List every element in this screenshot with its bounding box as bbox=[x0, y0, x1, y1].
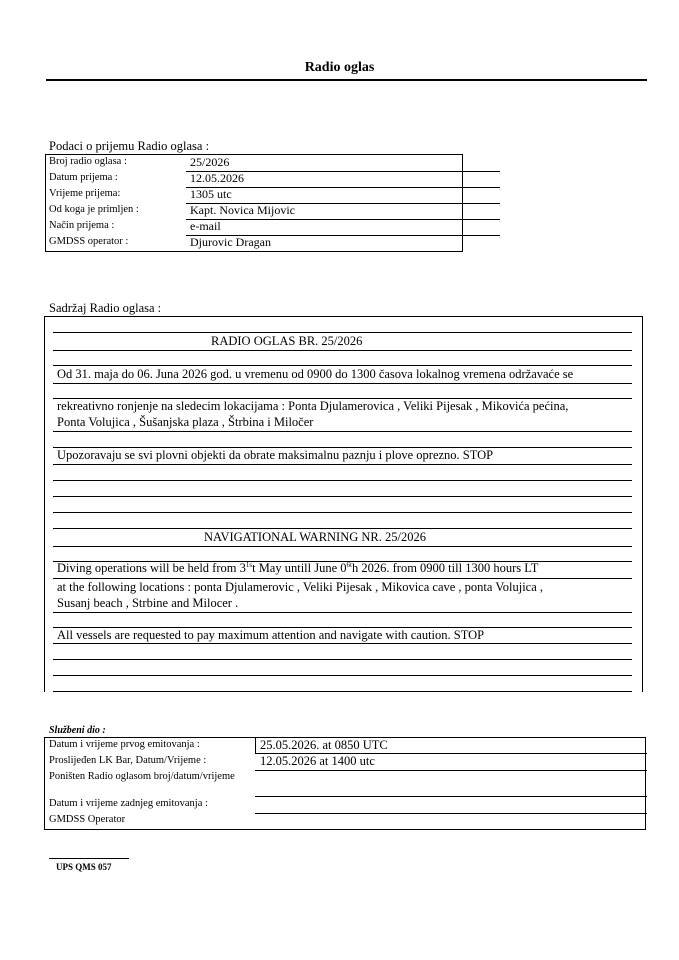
reception-value: 1305 utc bbox=[190, 187, 232, 201]
english-heading: NAVIGATIONAL WARNING NR. 25/2026 bbox=[204, 530, 426, 544]
reception-row bbox=[46, 219, 464, 235]
ruled-line bbox=[53, 528, 632, 529]
english-text-line: at the following locations : ponta Djulamerovic , Veliki Pijesak , Mikovica cave , ponta Volujica , bbox=[57, 580, 544, 594]
local-heading: RADIO OGLAS BR. 25/2026 bbox=[211, 334, 363, 348]
ruled-line bbox=[53, 332, 632, 333]
english-text-part: h 2026. from 0900 till 1300 hours LT bbox=[352, 561, 539, 576]
official-value: 12.05.2026 at 1400 utc bbox=[260, 754, 375, 768]
reception-key: Od koga je primljen : bbox=[49, 204, 139, 215]
local-text-line: Ponta Volujica , Šušanjska plaza , Štrbina i Miločer bbox=[57, 415, 314, 429]
official-row bbox=[45, 771, 647, 797]
footer-rule bbox=[49, 858, 129, 859]
local-text-line: rekreativno ronjenje na sledecim lokacijama : Ponta Djulamerovica , Veliki Pijesak , Mikovića pećina, bbox=[57, 399, 569, 413]
reception-row bbox=[46, 155, 464, 171]
reception-value: 12.05.2026 bbox=[190, 171, 244, 185]
ruled-line bbox=[53, 512, 632, 513]
official-row bbox=[45, 814, 647, 830]
ruled-line bbox=[53, 612, 632, 613]
reception-value: e-mail bbox=[190, 219, 221, 233]
english-text-part: Diving operations will be held from 3 bbox=[57, 561, 246, 576]
ruled-line bbox=[53, 480, 632, 481]
official-key: Datum i vrijeme prvog emitovanja : bbox=[49, 739, 200, 750]
official-row bbox=[45, 754, 647, 770]
reception-value: Kapt. Novica Mijovic bbox=[190, 203, 295, 217]
ruled-line bbox=[53, 496, 632, 497]
reception-key: Način prijema : bbox=[49, 220, 115, 231]
reception-key: Vrijeme prijema: bbox=[49, 188, 121, 199]
reception-section-label: Podaci o prijemu Radio oglasa : bbox=[49, 139, 210, 153]
reception-value: 25/2026 bbox=[190, 155, 230, 169]
reception-key: Broj radio oglasa : bbox=[49, 156, 127, 167]
ruled-line bbox=[53, 675, 632, 676]
ruled-line bbox=[53, 578, 632, 579]
reception-value: Djurovic Dragan bbox=[190, 235, 271, 249]
official-row bbox=[45, 797, 647, 814]
local-text-line: Od 31. maja do 06. Juna 2026 god. u vremenu od 0900 do 1300 časova lokalnog vremena održavaće se bbox=[57, 367, 574, 381]
official-key: Proslijeđen LK Bar, Datum/Vrijeme : bbox=[49, 755, 207, 766]
reception-row bbox=[46, 203, 464, 219]
reception-row bbox=[46, 235, 464, 251]
ruled-line bbox=[53, 350, 632, 351]
ruled-line bbox=[53, 691, 632, 692]
document-title: Radio oglas bbox=[304, 60, 375, 75]
official-key: GMDSS Operator bbox=[49, 814, 126, 825]
english-text-part: t May untill June 0 bbox=[252, 561, 347, 576]
official-value: 25.05.2026. at 0850 UTC bbox=[260, 738, 388, 752]
reception-row bbox=[46, 171, 464, 187]
ruled-line bbox=[53, 431, 632, 432]
superscript: 1s bbox=[245, 561, 253, 569]
official-key: Datum i vrijeme zadnjeg emitovanja : bbox=[49, 798, 208, 809]
reception-row bbox=[46, 187, 464, 203]
ruled-line bbox=[53, 365, 632, 366]
ruled-line bbox=[53, 546, 632, 547]
ruled-line bbox=[53, 464, 632, 465]
official-key: Poništen Radio oglasom broj/datum/vrijeme bbox=[49, 771, 235, 782]
reception-table bbox=[45, 154, 463, 252]
ruled-line bbox=[53, 643, 632, 644]
form-code: UPS QMS 057 bbox=[56, 862, 112, 872]
ruled-line bbox=[53, 383, 632, 384]
local-text-line: Upozoravaju se svi plovni objekti da obrate maksimalnu paznju i plove oprezno. STOP bbox=[57, 448, 494, 462]
english-text-line: Susanj beach , Strbine and Milocer . bbox=[57, 596, 239, 610]
reception-key: Datum prijema : bbox=[49, 172, 118, 183]
official-table bbox=[44, 737, 646, 830]
english-text-line bbox=[57, 561, 538, 576]
reception-key: GMDSS operator : bbox=[49, 236, 129, 247]
content-section-label: Sadržaj Radio oglasa : bbox=[49, 301, 162, 315]
english-text-line: All vessels are requested to pay maximum attention and navigate with caution. STOP bbox=[57, 628, 485, 642]
column-divider bbox=[255, 738, 256, 754]
ruled-line bbox=[53, 659, 632, 660]
title-rule bbox=[46, 79, 647, 81]
official-section-label: Službeni dio : bbox=[49, 725, 106, 736]
superscript: 6t bbox=[346, 561, 352, 569]
official-row bbox=[45, 738, 647, 754]
